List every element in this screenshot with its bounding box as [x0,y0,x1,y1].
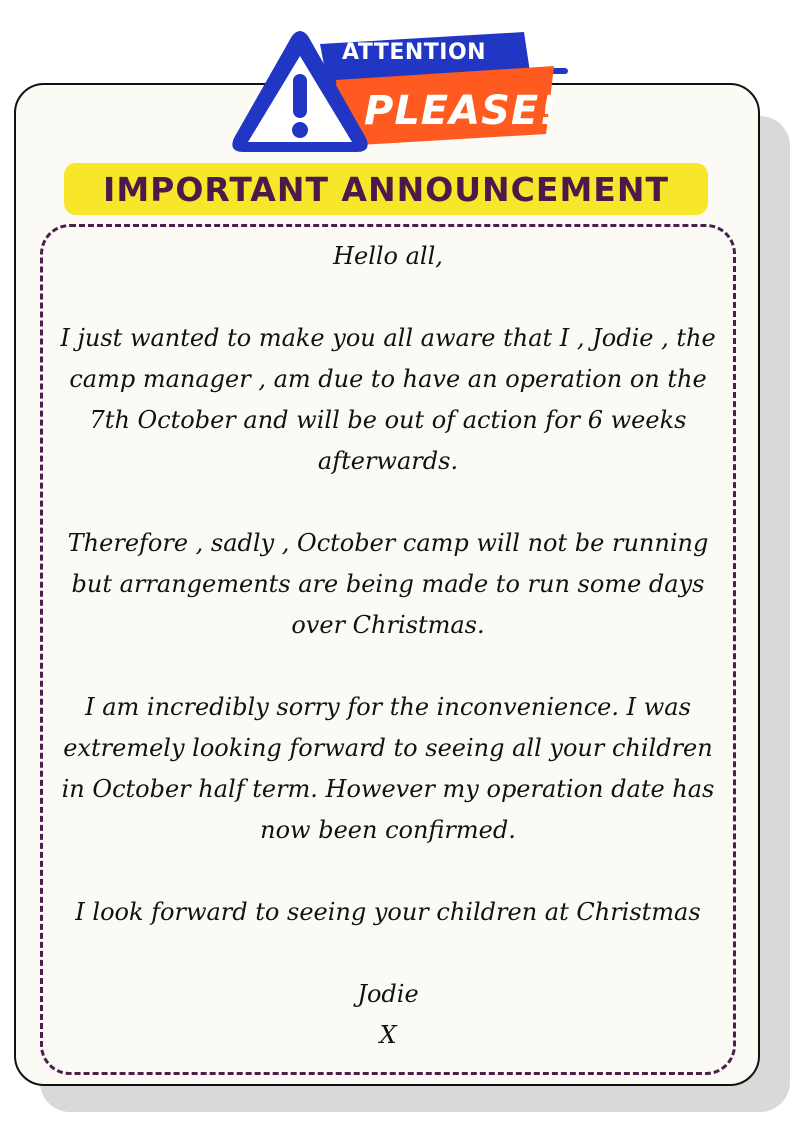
page-title: IMPORTANT ANNOUNCEMENT [103,169,669,209]
paragraph-4: I look forward to seeing your children at Christmas [75,898,701,926]
attention-badge [224,26,580,166]
headline-banner [64,163,708,215]
letter-body [50,236,726,1056]
paragraph-2: Therefore , sadly , October camp will not be running but arrangements are being made to run some days over Christmas. [67,529,709,639]
paragraph-3: I am incredibly sorry for the inconvenience. I was extremely looking forward to seeing all your children in October half term. However my operation date has now been confirmed. [61,693,715,844]
paragraph-1: I just wanted to make you all aware that I , Jodie , the camp manager , am due to have an operation on the 7th October and will be out of action for 6 weeks afterwards. [60,324,716,475]
sign-off-kiss: X [379,1021,397,1049]
badge-please-text: PLEASE! [364,88,559,134]
greeting: Hello all, [333,242,443,270]
badge-attention-text: ATTENTION [342,40,487,65]
signature: Jodie [357,980,419,1008]
